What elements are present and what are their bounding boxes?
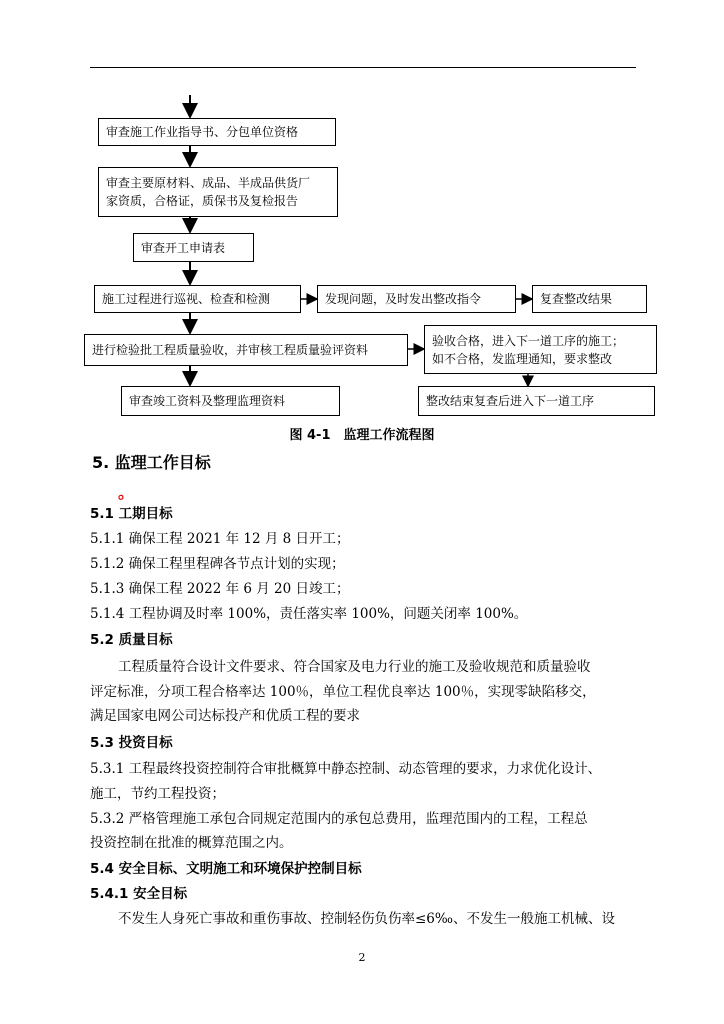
flow-box-materials-line-1: 审查主要原材料、成品、半成品供货厂 xyxy=(106,176,311,190)
quality-line-2: 评定标准，分项工程合格率达 100％，单位工程优良率达 100％，实现零缺陷移交， xyxy=(90,684,596,700)
flow-box-materials xyxy=(98,167,338,217)
heading-5-2: 5.2 质量目标 xyxy=(90,632,173,648)
item-5-1-1: 5.1.1 确保工程 2021 年 12 月 8 日开工； xyxy=(90,531,350,547)
section-5-title: 5. 监理工作目标 xyxy=(92,453,211,472)
flow-box-inspection: 施工过程进行巡视、检查和检测 xyxy=(94,285,301,313)
flow-box-result xyxy=(424,325,657,374)
flow-box-acceptance: 进行检验批工程质量验收，并审核工程质量验评资料 xyxy=(84,334,408,366)
item-5-1-4: 5.1.4 工程协调及时率 100%，责任落实率 100%，问题关闭率 100%。 xyxy=(90,606,528,622)
flow-box-start-application: 审查开工申请表 xyxy=(133,233,254,262)
flowchart xyxy=(0,0,724,440)
heading-5-3: 5.3 投资目标 xyxy=(90,735,173,751)
red-marker: 。 xyxy=(118,483,135,502)
flow-box-materials-line-2: 家资质，合格证，质保书及复检报告 xyxy=(106,194,299,208)
flowchart-arrows xyxy=(0,0,724,440)
heading-5-1: 5.1 工期目标 xyxy=(90,506,173,522)
quality-line-1: 工程质量符合设计文件要求、符合国家及电力行业的施工及验收规范和质量验收 xyxy=(118,659,591,675)
flow-box-next-process: 整改结束复查后进入下一道工序 xyxy=(418,386,655,416)
investment-line-2: 施工，节约工程投资； xyxy=(90,786,225,802)
figure-caption: 图 4-1 监理工作流程图 xyxy=(289,428,435,443)
investment-line-3: 5.3.2 严格管理施工承包合同规定范围内的承包总费用，监理范围内的工程，工程总 xyxy=(90,811,588,827)
flow-box-problem-notice: 发现问题，及时发出整改指令 xyxy=(317,285,516,313)
page-number: 2 xyxy=(358,951,366,964)
quality-line-3: 满足国家电网公司达标投产和优质工程的要求 xyxy=(90,708,360,724)
flow-box-recheck: 复查整改结果 xyxy=(532,285,647,313)
flow-box-result-line-2: 如不合格，发监理通知，要求整改 xyxy=(432,351,613,366)
investment-line-1: 5.3.1 工程最终投资控制符合审批概算中静态控制、动态管理的要求，力求优化设计、 xyxy=(90,761,602,777)
heading-5-4-1: 5.4.1 安全目标 xyxy=(90,886,188,902)
flow-box-completion: 审查竣工资料及整理监理资料 xyxy=(121,386,340,416)
item-5-1-2: 5.1.2 确保工程里程碑各节点计划的实现； xyxy=(90,556,345,572)
item-5-1-3: 5.1.3 确保工程 2022 年 6 月 20 日竣工； xyxy=(90,581,350,597)
heading-5-4: 5.4 安全目标、文明施工和环境保护控制目标 xyxy=(90,861,362,877)
flow-box-qualification: 审查施工作业指导书、分包单位资格 xyxy=(98,118,336,146)
flow-box-result-line-1: 验收合格，进入下一道工序的施工； xyxy=(432,333,625,348)
investment-line-4: 投资控制在批准的概算范围之内。 xyxy=(90,835,293,851)
safety-line-1: 不发生人身死亡事故和重伤事故、控制轻伤负伤率≤6‰、不发生一般施工机械、设 xyxy=(118,911,616,927)
